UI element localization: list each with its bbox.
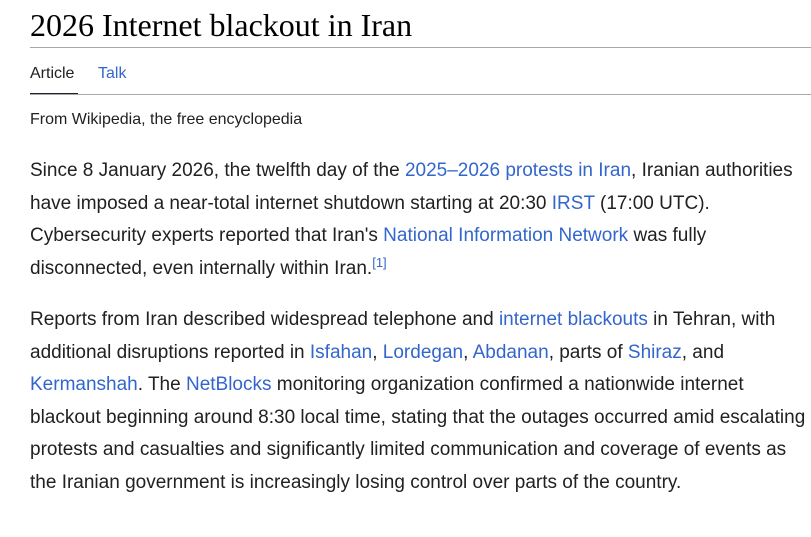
page-title: 2026 Internet blackout in Iran	[30, 7, 413, 43]
title-divider	[30, 47, 811, 48]
link-internet-blackouts[interactable]: internet blackouts	[498, 309, 648, 330]
paragraph-text: ,	[372, 341, 383, 363]
link-2025-2026-protests[interactable]: 2025–2026 protests in Iran	[404, 160, 632, 181]
tabs-divider	[30, 94, 811, 95]
link-isfahan[interactable]: Isfahan	[309, 341, 373, 363]
paragraph-text: monitoring organization confirmed a nationwide internet blackout beginning around 8:30 local time, stating that the outages occurred amid escalating protests and casualties and significantly limited communication and coverage of events as the Iranian government is increasingly losing control over parts of the country.	[30, 374, 806, 493]
reference-link-1[interactable]: [1]	[372, 254, 387, 270]
article-page	[30, 0, 811, 493]
paragraph-text: , Iranian authorities have imposed a near-total internet shutdown starting at 20:30	[30, 160, 793, 214]
paragraph-text: (17:00 UTC). Cybersecurity experts reported that Iran's	[30, 192, 710, 247]
tab-talk[interactable]: Talk	[98, 65, 127, 82]
paragraph-text: , and	[681, 341, 725, 363]
link-kermanshah[interactable]: Kermanshah	[30, 374, 138, 396]
paragraph-text: . The	[137, 374, 186, 396]
link-abdanan[interactable]: Abdanan	[472, 341, 549, 363]
site-tagline: From Wikipedia, the free encyclopedia	[30, 111, 303, 128]
link-national-information-network[interactable]: National Information Network	[383, 225, 629, 247]
paragraph-2	[30, 304, 811, 500]
paragraph-text: , parts of	[548, 341, 628, 363]
paragraph-text: was fully disconnected, even internally within Iran.	[30, 225, 707, 279]
tab-article[interactable]: Article	[30, 65, 75, 82]
paragraph-text: Since 8 January 2026, the twelfth day of the	[30, 160, 405, 181]
link-shiraz[interactable]: Shiraz	[627, 341, 682, 363]
page-tabs	[30, 55, 811, 94]
link-netblocks[interactable]: NetBlocks	[185, 374, 272, 396]
link-irst[interactable]: IRST	[551, 192, 595, 214]
link-lordegan[interactable]: Lordegan	[382, 341, 464, 363]
paragraph-text: in Tehran, with additional disruptions reported in	[30, 309, 776, 363]
paragraph-text: ,	[463, 341, 473, 363]
paragraph-text: Reports from Iran described widespread telephone and	[30, 309, 499, 330]
paragraph-1	[30, 155, 811, 285]
